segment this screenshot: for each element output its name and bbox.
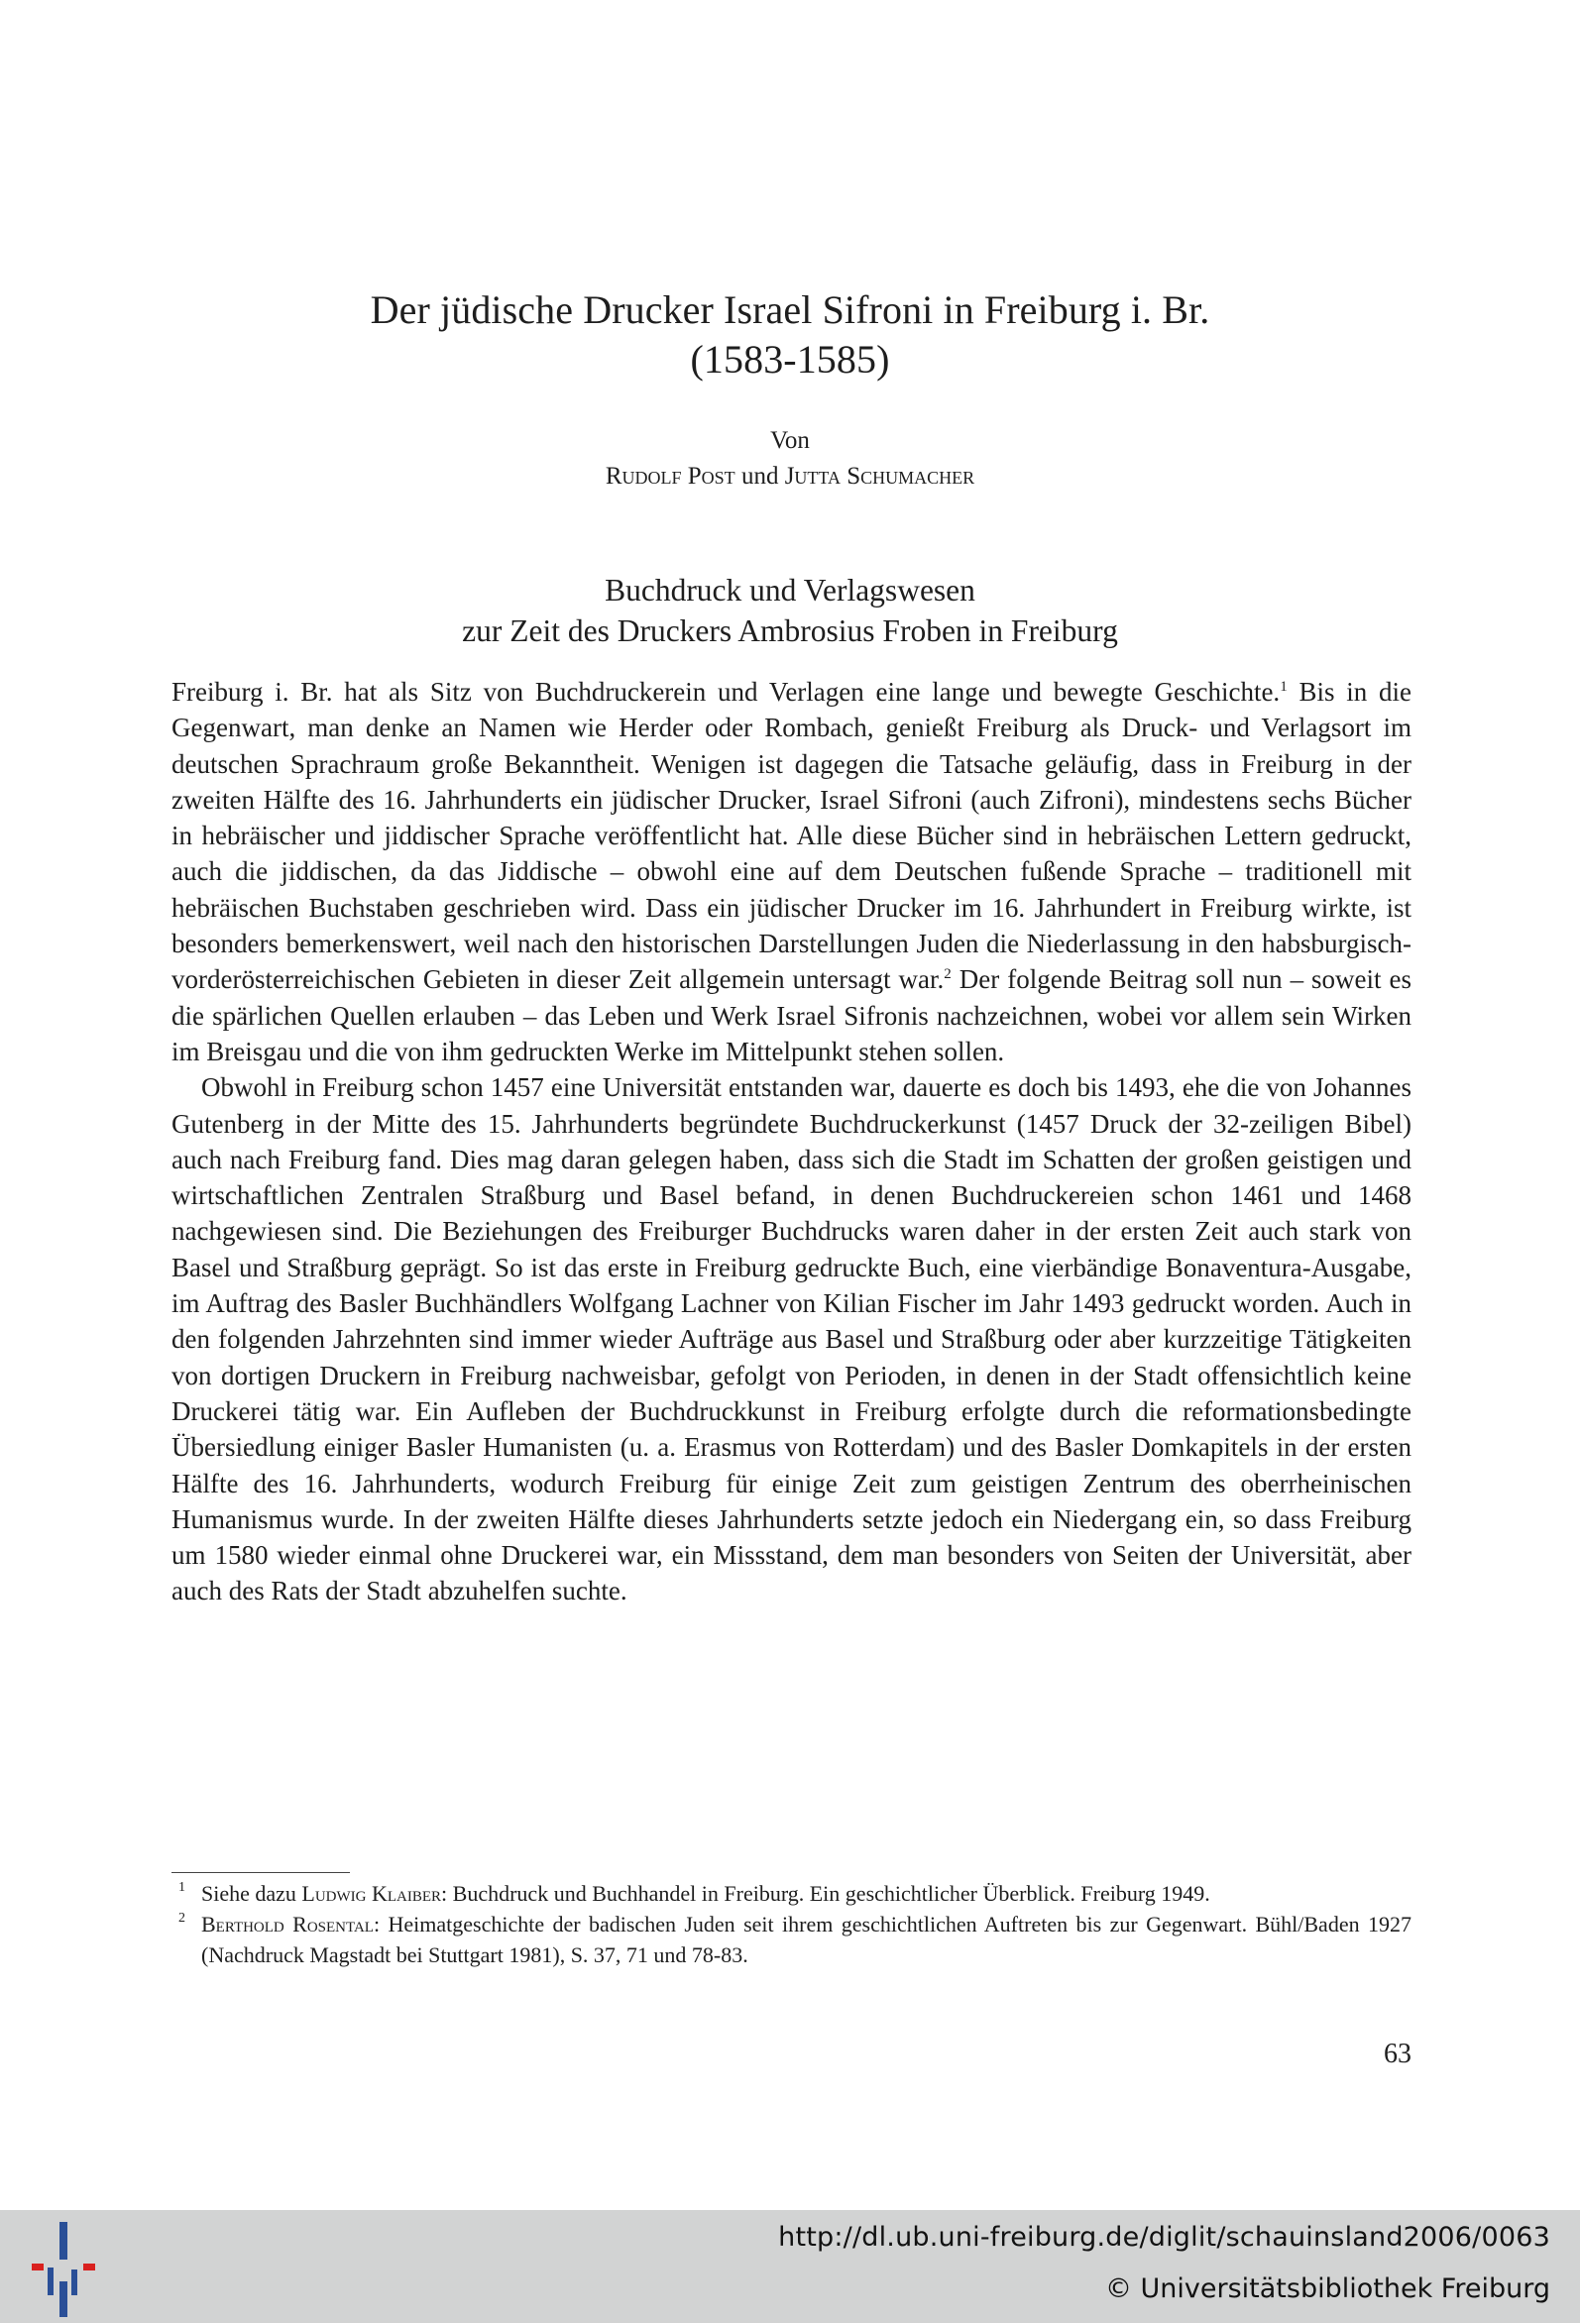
footer-bar xyxy=(0,2210,1580,2323)
body-text xyxy=(171,674,1411,1609)
footnote-ref[interactable]: 2 xyxy=(944,966,952,983)
page-number: 63 xyxy=(1384,2039,1411,2069)
section-heading xyxy=(0,570,1580,651)
section-heading-line-2: zur Zeit des Druckers Ambrosius Froben in Freiburg xyxy=(462,613,1118,648)
paragraph xyxy=(171,674,1411,1069)
paragraph-text: Bis in die Gegenwart, man denke an Namen wie Herder oder Rombach, genießt Freiburg als Druck- und Verlagsort im deutschen Sprachraum große Bekanntheit. Wenigen ist dagegen die Tatsache geläufig, dass in Freiburg in der zweiten Hälfte des 16. Jahrhunderts ein jüdischer Drucker, Israel Sifroni (auch Zifroni), mindestens sechs Bücher in hebräischer und jiddischer Sprache veröffentlicht hat. Alle diese Bücher sind in hebräischen Lettern gedruckt, auch die jiddischen, da das Jiddische – obwohl eine auf dem Deutschen fußende Sprache – traditionell mit hebräischen Buchstaben geschrieben wird. Dass ein jüdischer Drucker im 16. Jahrhundert in Freiburg wirkte, ist besonders bemerkenswert, weil nach den historischen Darstellungen Juden die Niederlassung in den habsburgisch-vorderösterreichischen Gebieten in dieser Zeit allgemein untersagt war. xyxy=(171,677,1411,995)
footnote-text: : Heimatgeschichte der badischen Juden seit ihrem geschichtlichen Auftreten bis zur Gegenwart. Bühl/Baden 1927 (Nachdruck Magstadt bei Stuttgart 1981), S. 37, 71 und 78-83. xyxy=(201,1912,1411,1967)
author-name: Rudolf Post xyxy=(605,463,735,490)
footnote xyxy=(171,1878,1411,1909)
paragraph: Obwohl in Freiburg schon 1457 eine Universität entstanden war, dauerte es doch bis 1493, ehe die von Johannes Gutenberg in der Mitte des 15. Jahrhunderts begründete Buchdruckerkunst (1457 Druck der 32-zeiligen Bibel) auch nach Freiburg fand. Dies mag daran gelegen haben, dass sich die Stadt im Schatten der großen geistigen und wirtschaftlichen Zentralen Straßburg und Basel befand, in denen Buchdruckereien schon 1461 und 1468 nachgewiesen sind. Die Beziehungen des Freiburger Buchdrucks waren daher in der ersten Zeit auch stark von Basel und Straßburg geprägt. So ist das erste in Freiburg gedruckte Buch, eine vierbändige Bonaventura-Ausgabe, im Auftrag des Basler Buchhändlers Wolfgang Lachner von Kilian Fischer im Jahr 1493 gedruckt worden. Auch in den folgenden Jahrzehnten sind immer wieder Aufträge aus Basel und Straßburg oder aber kurzzeitige Tätigkeiten von dortigen Druckern in Freiburg nachweisbar, gefolgt von Perioden, in denen in der Stadt offensichtlich keine Druckerei tätig war. Ein Aufleben der Buchdruckkunst in Freiburg erfolgte durch die reformationsbedingte Übersiedlung einiger Basler Humanisten (u. a. Erasmus von Rotterdam) und des Basler Domkapitels in der ersten Hälfte des 16. Jahrhunderts, wodurch Freiburg für einige Zeit zum geistigen Zentrum des oberrheinischen Humanismus wurde. In der zweiten Hälfte dieses Jahrhunderts setzte jedoch ein Niedergang ein, so dass Freiburg um 1580 wieder einmal ohne Druckerei war, ein Missstand, dem man besonders von Seiten der Universität, aber auch des Rats der Stadt abzuhelfen suchte. xyxy=(171,1072,1411,1606)
ub-freiburg-logo-icon xyxy=(30,2220,103,2319)
article-title xyxy=(0,285,1580,385)
footnote xyxy=(171,1909,1411,1970)
footnote-number: 2 xyxy=(178,1911,185,1926)
footnote-text: Siehe dazu xyxy=(201,1881,302,1906)
footnote-divider xyxy=(171,1872,350,1873)
article-title-line-2: (1583-1585) xyxy=(690,337,890,382)
footnotes xyxy=(171,1878,1411,1970)
footnote-author: Ludwig Klaiber xyxy=(301,1881,442,1906)
footer-url-link[interactable]: http://dl.ub.uni-freiburg.de/diglit/schauinsland2006/0063 xyxy=(778,2222,1550,2253)
paragraph-text: Freiburg i. Br. hat als Sitz von Buchdruckerein und Verlagen eine lange und bewegte Geschichte. xyxy=(171,677,1281,707)
footnote-ref[interactable]: 1 xyxy=(1280,679,1288,695)
footer-copyright: © Universitätsbibliothek Freiburg xyxy=(1104,2273,1550,2304)
byline xyxy=(0,423,1580,495)
section-heading-line-1: Buchdruck und Verlagswesen xyxy=(605,573,975,608)
author-name: Jutta Schumacher xyxy=(784,463,975,490)
byline-authors xyxy=(0,459,1580,495)
footnote-text: : Buchdruck und Buchhandel in Freiburg. Ein geschichtlicher Überblick. Freiburg 1949. xyxy=(441,1881,1210,1906)
article-title-line-1: Der jüdische Drucker Israel Sifroni in Freiburg i. Br. xyxy=(370,287,1210,332)
paragraph-text: Der folgende Beitrag soll nun – soweit es die spärlichen Quellen erlauben – das Leben und Werk Israel Sifronis nachzeichnen, wobei vor allem sein Wirken im Breisgau und die von ihm gedruckten Werke im Mittelpunkt stehen sollen. xyxy=(171,964,1412,1066)
footnote-number: 1 xyxy=(178,1880,185,1895)
footnote-author: Berthold Rosental xyxy=(201,1912,374,1937)
logo-graphic xyxy=(30,2220,103,2319)
byline-conjunction: und xyxy=(740,463,779,490)
byline-von: Von xyxy=(770,427,810,454)
